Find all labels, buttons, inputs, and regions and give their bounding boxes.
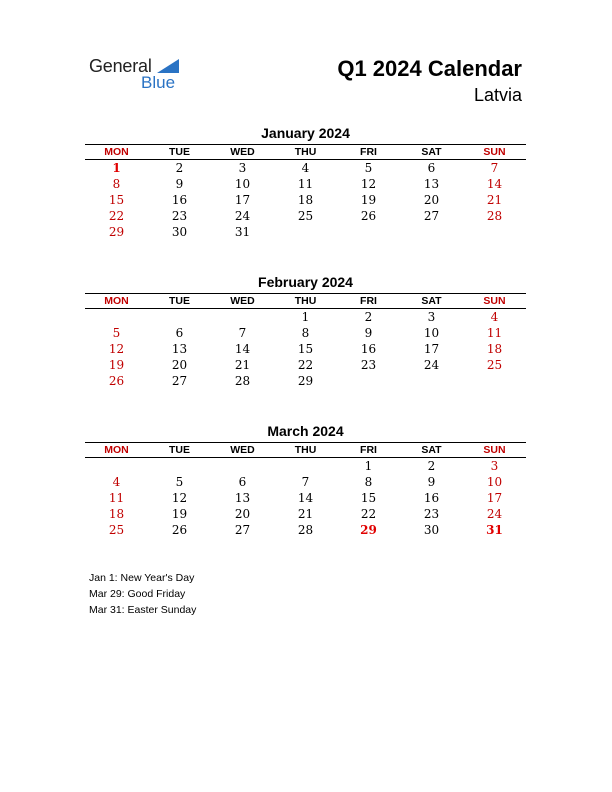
weekday-sun: SUN [483, 444, 506, 456]
day-cell: 23 [360, 358, 377, 372]
day-cell: 22 [297, 358, 314, 372]
weekday-mon: MON [104, 444, 129, 456]
day-cell: 26 [171, 523, 188, 537]
weekday-wed: WED [230, 146, 255, 158]
day-cell: 22 [108, 209, 125, 223]
day-cell: 16 [423, 491, 440, 505]
day-cell: 21 [486, 193, 503, 207]
day-cell: 6 [427, 161, 436, 175]
day-cell: 18 [486, 342, 503, 356]
day-cell: 8 [112, 177, 121, 191]
day-cell: 18 [108, 507, 125, 521]
weekday-sun: SUN [483, 146, 506, 158]
day-cell: 16 [360, 342, 377, 356]
day-cell: 7 [301, 475, 310, 489]
empty-cell [148, 309, 211, 325]
month-title: March 2024 [267, 423, 344, 439]
day-cell: 27 [423, 209, 440, 223]
weekday-wed: WED [230, 295, 255, 307]
day-cell: 26 [108, 374, 125, 388]
day-cell: 11 [486, 326, 503, 340]
day-cell: 14 [486, 177, 503, 191]
day-cell: 13 [423, 177, 440, 191]
day-cell: 21 [234, 358, 251, 372]
day-cell: 5 [175, 475, 184, 489]
day-cell: 3 [427, 310, 436, 324]
logo-triangle-icon [157, 59, 179, 73]
day-cell: 13 [234, 491, 251, 505]
day-cell: 8 [301, 326, 310, 340]
day-cell: 17 [423, 342, 440, 356]
day-cell: 14 [297, 491, 314, 505]
empty-cell [85, 309, 148, 325]
day-cell: 15 [108, 193, 125, 207]
day-cell: 10 [423, 326, 440, 340]
day-cell: 15 [360, 491, 377, 505]
weekday-header [85, 293, 526, 309]
day-cell: 4 [490, 310, 499, 324]
weekday-mon: MON [104, 146, 129, 158]
day-cell: 20 [171, 358, 188, 372]
day-cell: 3 [238, 161, 247, 175]
day-cell: 31 [234, 225, 251, 239]
weekday-mon: MON [104, 295, 129, 307]
weekday-wed: WED [230, 444, 255, 456]
day-cell: 19 [360, 193, 377, 207]
day-cell: 2 [364, 310, 373, 324]
month-title: February 2024 [258, 274, 353, 290]
day-cell: 19 [108, 358, 125, 372]
day-cell: 9 [427, 475, 436, 489]
day-grid [85, 458, 526, 538]
month-march [85, 422, 526, 538]
day-cell: 27 [171, 374, 188, 388]
day-cell: 18 [297, 193, 314, 207]
empty-cell [463, 224, 526, 240]
day-cell: 12 [360, 177, 377, 191]
day-cell: 9 [175, 177, 184, 191]
day-cell: 4 [112, 475, 121, 489]
weekday-thu: THU [294, 444, 317, 456]
day-cell: 24 [234, 209, 251, 223]
weekday-tue: TUE [169, 295, 190, 307]
weekday-sat: SAT [421, 146, 442, 158]
day-cell: 29 [360, 523, 377, 537]
day-cell: 15 [297, 342, 314, 356]
weekday-fri: FRI [360, 295, 377, 307]
day-cell: 7 [490, 161, 499, 175]
day-cell: 6 [238, 475, 247, 489]
day-cell: 8 [364, 475, 373, 489]
weekday-header [85, 144, 526, 160]
day-cell: 28 [486, 209, 503, 223]
day-cell: 30 [171, 225, 188, 239]
weekday-thu: THU [294, 295, 317, 307]
day-cell: 25 [486, 358, 503, 372]
day-cell: 17 [486, 491, 503, 505]
day-cell: 10 [234, 177, 251, 191]
day-cell: 6 [175, 326, 184, 340]
empty-cell [148, 458, 211, 474]
day-cell: 11 [297, 177, 314, 191]
day-cell: 12 [171, 491, 188, 505]
empty-cell [463, 373, 526, 389]
day-cell: 1 [364, 459, 373, 473]
empty-cell [400, 224, 463, 240]
weekday-thu: THU [294, 146, 317, 158]
day-cell: 11 [108, 491, 125, 505]
day-cell: 19 [171, 507, 188, 521]
logo [89, 56, 189, 96]
day-cell: 28 [297, 523, 314, 537]
day-cell: 1 [301, 310, 310, 324]
day-cell: 13 [171, 342, 188, 356]
country-name: Latvia [473, 85, 522, 105]
empty-cell [400, 373, 463, 389]
holiday-note: Mar 31: Easter Sunday [89, 604, 197, 616]
day-cell: 20 [423, 193, 440, 207]
weekday-sat: SAT [421, 295, 442, 307]
empty-cell [85, 458, 148, 474]
logo-blue-text: Blue [141, 73, 176, 92]
day-cell: 5 [112, 326, 121, 340]
month-title: January 2024 [261, 125, 350, 141]
day-grid [85, 309, 526, 389]
page-title: Q1 2024 Calendar [337, 56, 522, 81]
empty-cell [211, 309, 274, 325]
day-cell: 25 [108, 523, 125, 537]
day-cell: 26 [360, 209, 377, 223]
day-cell: 21 [297, 507, 314, 521]
day-cell: 17 [234, 193, 251, 207]
month-february [85, 273, 526, 389]
day-cell: 24 [486, 507, 503, 521]
day-cell: 12 [108, 342, 125, 356]
day-cell: 1 [112, 161, 121, 175]
empty-cell [274, 224, 337, 240]
day-cell: 5 [364, 161, 373, 175]
day-cell: 23 [171, 209, 188, 223]
day-cell: 4 [301, 161, 310, 175]
day-cell: 20 [234, 507, 251, 521]
day-cell: 22 [360, 507, 377, 521]
day-cell: 29 [297, 374, 314, 388]
day-cell: 25 [297, 209, 314, 223]
empty-cell [274, 458, 337, 474]
day-cell: 29 [108, 225, 125, 239]
holiday-note: Mar 29: Good Friday [89, 588, 186, 600]
weekday-header [85, 442, 526, 458]
weekday-fri: FRI [360, 146, 377, 158]
day-cell: 7 [238, 326, 247, 340]
weekday-tue: TUE [169, 444, 190, 456]
day-cell: 2 [175, 161, 184, 175]
month-january [85, 124, 526, 240]
day-cell: 30 [423, 523, 440, 537]
day-cell: 10 [486, 475, 503, 489]
day-cell: 24 [423, 358, 440, 372]
day-cell: 14 [234, 342, 251, 356]
day-cell: 28 [234, 374, 251, 388]
day-grid [85, 160, 526, 240]
day-cell: 31 [486, 523, 503, 537]
weekday-sat: SAT [421, 444, 442, 456]
holiday-notes [89, 570, 196, 618]
day-cell: 23 [423, 507, 440, 521]
day-cell: 16 [171, 193, 188, 207]
empty-cell [337, 373, 400, 389]
weekday-tue: TUE [169, 146, 190, 158]
empty-cell [211, 458, 274, 474]
weekday-fri: FRI [360, 444, 377, 456]
day-cell: 9 [364, 326, 373, 340]
day-cell: 27 [234, 523, 251, 537]
day-cell: 2 [427, 459, 436, 473]
holiday-note: Jan 1: New Year's Day [89, 572, 195, 584]
empty-cell [337, 224, 400, 240]
day-cell: 3 [490, 459, 499, 473]
logo-general-text: General [89, 56, 152, 76]
weekday-sun: SUN [483, 295, 506, 307]
